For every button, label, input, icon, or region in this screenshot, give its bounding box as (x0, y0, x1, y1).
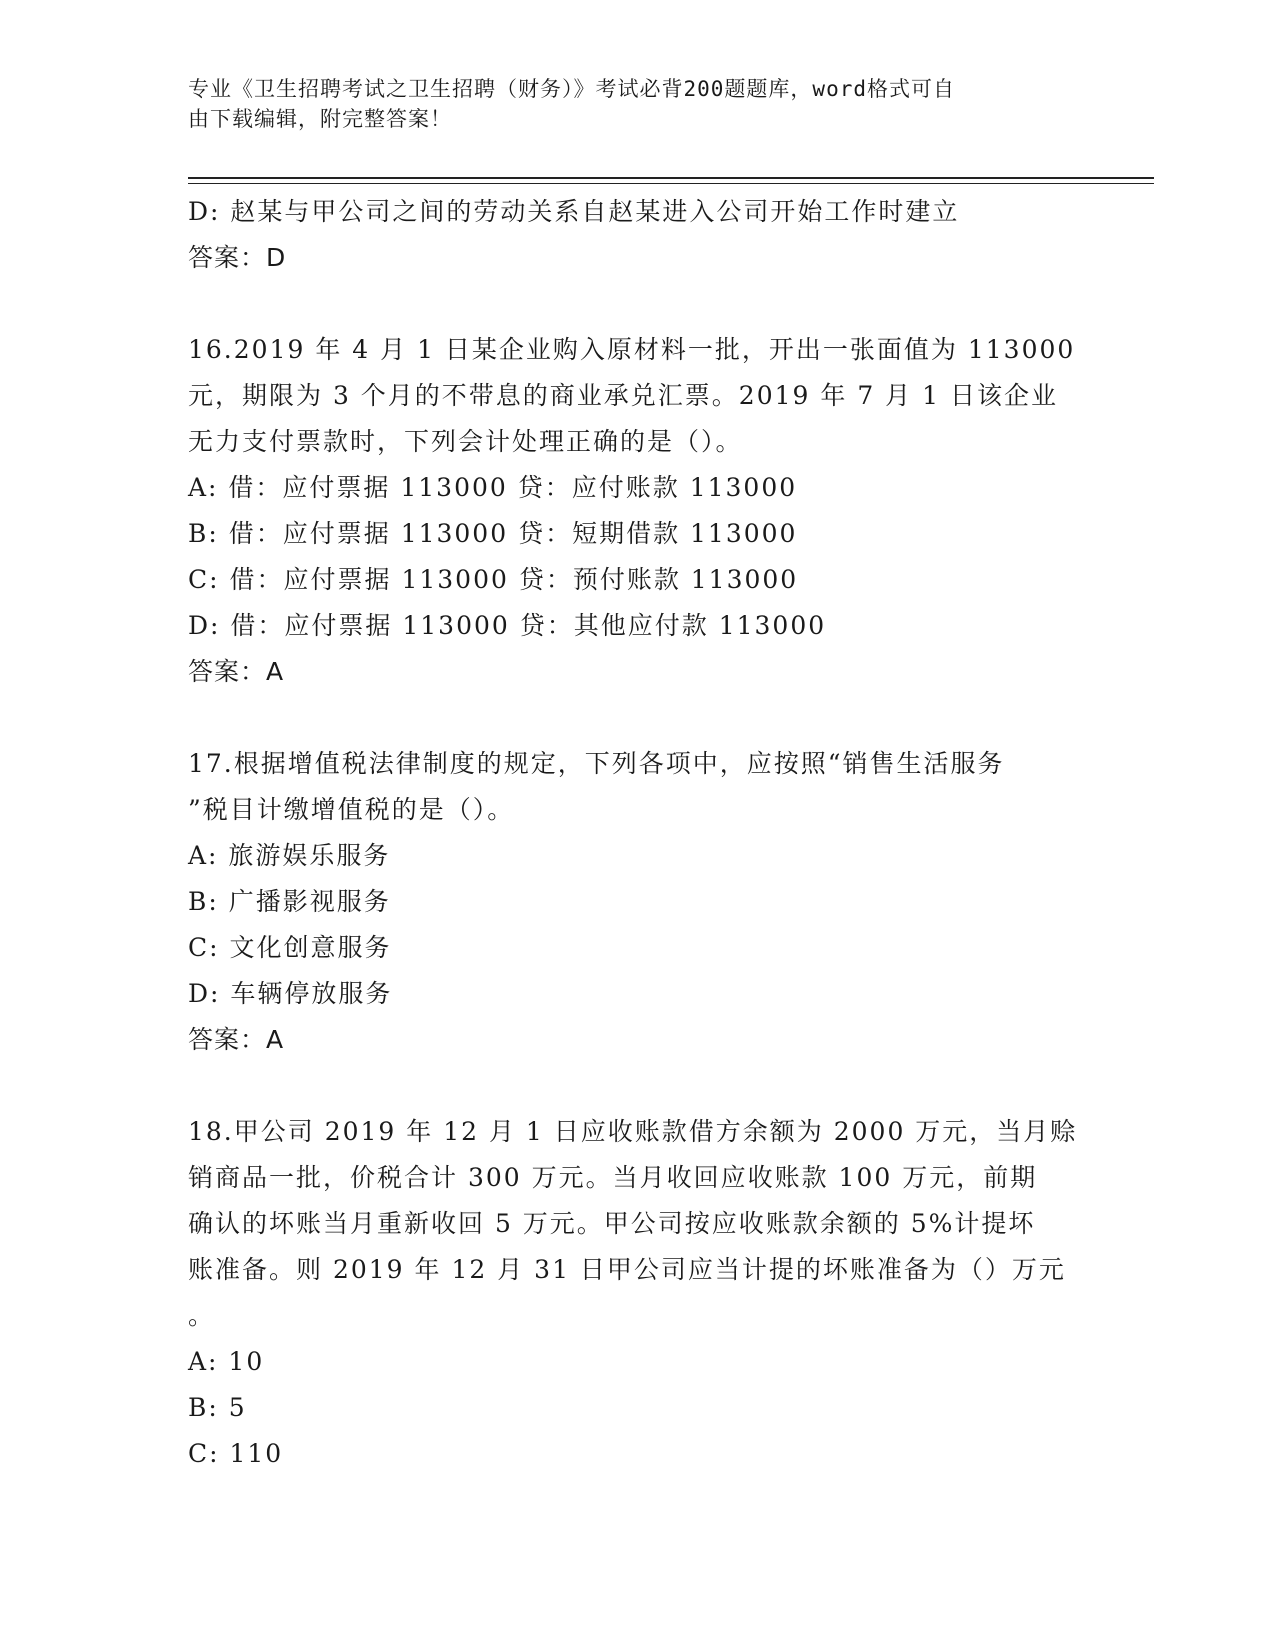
answer-line: 答案：D (188, 243, 287, 272)
question-stem-line: 元，期限为 3 个月的不带息的商业承兑汇票。2019 年 7 月 1 日该企业 (188, 381, 1058, 410)
question-stem-line: 账准备。则 2019 年 12 月 31 日甲公司应当计提的坏账准备为（）万元 (188, 1255, 1066, 1284)
question-content (188, 189, 1088, 1477)
page-header (188, 74, 1088, 134)
option-a: A: 旅游娱乐服务 (188, 841, 391, 870)
answer-line: 答案：A (188, 657, 285, 686)
option-c: C: 文化创意服务 (188, 933, 392, 962)
option-b: B: 5 (188, 1393, 247, 1422)
header-line-2: 由下载编辑，附完整答案！ (188, 107, 452, 131)
option-d: D: 赵某与甲公司之间的劳动关系自赵某进入公司开始工作时建立 (188, 197, 960, 226)
question-16 (188, 327, 1088, 695)
answer-line: 答案：A (188, 1025, 285, 1054)
question-stem-line: 18.甲公司 2019 年 12 月 1 日应收账款借方余额为 2000 万元，当月赊 (188, 1117, 1078, 1146)
question-stem-line: 无力支付票款时，下列会计处理正确的是（）。 (188, 427, 743, 456)
option-d: D: 车辆停放服务 (188, 979, 393, 1008)
question-18 (188, 1109, 1088, 1477)
question-stem-line: 。 (188, 1301, 216, 1330)
option-c: C: 110 (188, 1439, 284, 1468)
spacer (188, 695, 1088, 741)
header-divider-thick (188, 177, 1154, 179)
spacer (188, 1063, 1088, 1109)
question-stem-line: ”税目计缴增值税的是（）。 (188, 795, 515, 824)
option-a: A: 10 (188, 1347, 265, 1376)
option-d: D: 借：应付票据 113000 贷：其他应付款 113000 (188, 611, 827, 640)
question-stem-line: 17.根据增值税法律制度的规定，下列各项中，应按照“销售生活服务 (188, 749, 1005, 778)
option-b: B: 广播影视服务 (188, 887, 391, 916)
question-stem-line: 销商品一批，价税合计 300 万元。当月收回应收账款 100 万元，前期 (188, 1163, 1038, 1192)
option-a: A: 借：应付票据 113000 贷：应付账款 113000 (188, 473, 798, 502)
header-line-1: 专业《卫生招聘考试之卫生招聘（财务）》考试必背200题题库，word格式可自 (188, 77, 955, 101)
option-b: B: 借：应付票据 113000 贷：短期借款 113000 (188, 519, 798, 548)
option-c: C: 借：应付票据 113000 贷：预付账款 113000 (188, 565, 799, 594)
header-divider-thin (188, 183, 1154, 184)
question-stem-line: 确认的坏账当月重新收回 5 万元。甲公司按应收账款余额的 5%计提坏 (188, 1209, 1036, 1238)
question-stem-line: 16.2019 年 4 月 1 日某企业购入原材料一批，开出一张面值为 113000 (188, 335, 1076, 364)
question-15-tail (188, 189, 1088, 281)
spacer (188, 281, 1088, 327)
question-17 (188, 741, 1088, 1063)
